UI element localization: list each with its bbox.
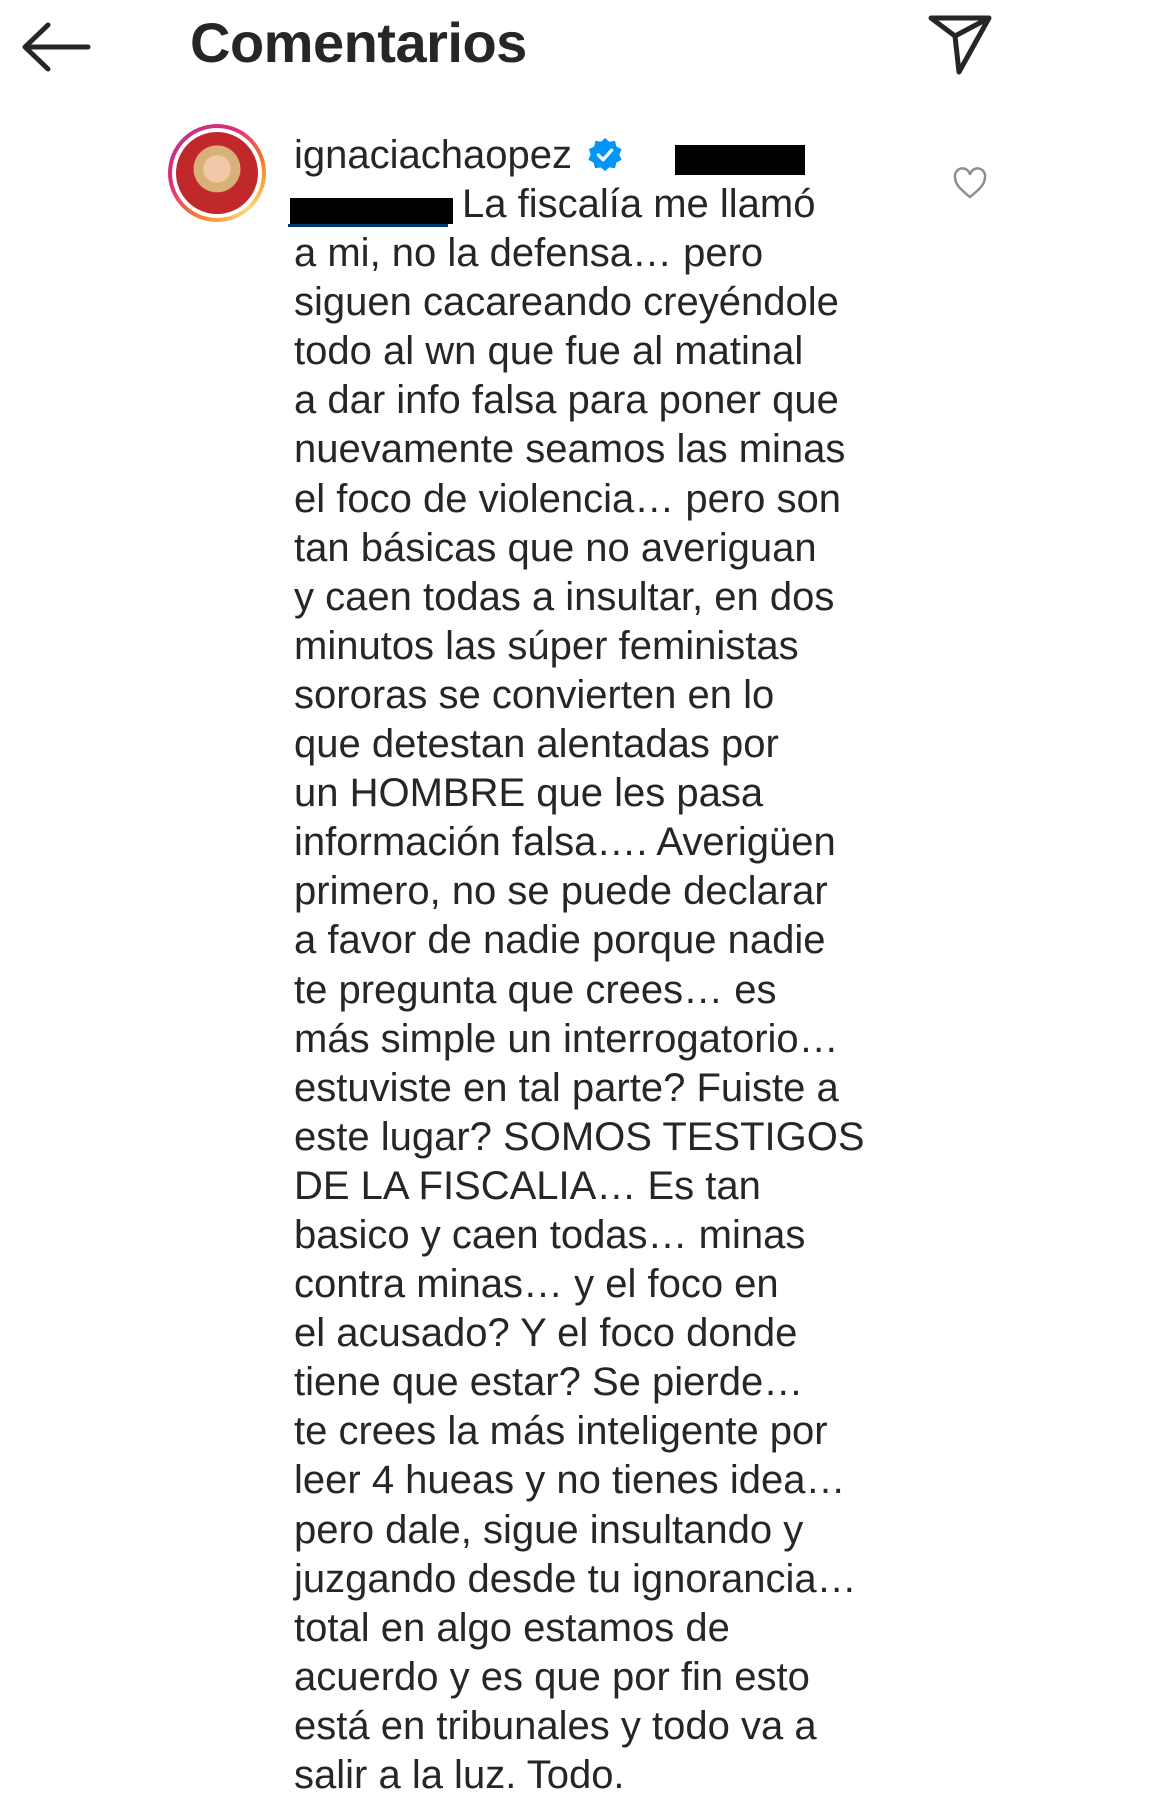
comment-line: siguen cacareando creyéndole: [294, 280, 839, 325]
comment-line: contra minas… y el foco en: [294, 1262, 779, 1307]
comment-line: primero, no se puede declarar: [294, 869, 828, 914]
comment-line: a dar info falsa para poner que: [294, 378, 839, 423]
comment-line: el foco de violencia… pero son: [294, 476, 841, 521]
redacted-mention: [675, 145, 805, 175]
avatar[interactable]: [168, 124, 266, 222]
comment-line: está en tribunales y todo va a: [294, 1703, 817, 1748]
heart-icon[interactable]: [952, 166, 988, 200]
comment-line: nuevamente seamos las minas: [294, 427, 846, 472]
comment-line: tiene que estar? Se pierde…: [294, 1360, 804, 1405]
comment-line: salir a la luz. Todo.: [294, 1753, 625, 1797]
comment-line: este lugar? SOMOS TESTIGOS: [294, 1114, 865, 1159]
comment-line: minutos las súper feministas: [294, 623, 799, 668]
comment-line: total en algo estamos de: [294, 1605, 730, 1650]
comment-line: tan básicas que no averiguan: [294, 525, 817, 570]
comment-line: DE LA FISCALIA… Es tan: [294, 1163, 761, 1208]
comment-line: a mi, no la defensa… pero: [294, 231, 764, 276]
comment-line: leer 4 hueas y no tienes idea…: [294, 1458, 846, 1503]
comment-line: juzgando desde tu ignorancia…: [294, 1556, 857, 1601]
comment-line: el acusado? Y el foco donde: [294, 1311, 798, 1356]
comment-line: que detestan alentadas por: [294, 722, 779, 767]
username-link[interactable]: ignaciachaopez: [294, 132, 572, 177]
comment-line: todo al wn que fue al matinal: [294, 329, 804, 374]
comment-line: estuviste en tal parte? Fuiste a: [294, 1065, 839, 1110]
comment-text: [294, 180, 865, 1800]
comment-line: te pregunta que crees… es: [294, 967, 777, 1012]
comment-line: sororas se convierten en lo: [294, 672, 775, 717]
comment-line: basico y caen todas… minas: [294, 1212, 806, 1257]
page-title: Comentarios: [190, 11, 527, 74]
back-arrow-icon[interactable]: [20, 22, 92, 72]
comment-header: [294, 130, 624, 180]
verified-badge-icon: [586, 136, 624, 174]
comment-line: te crees la más inteligente por: [294, 1409, 828, 1454]
comment-line: acuerdo y es que por fin esto: [294, 1654, 810, 1699]
paper-plane-icon[interactable]: [925, 6, 995, 76]
comment-line: información falsa…. Averigüen: [294, 820, 836, 865]
comment-line: más simple un interrogatorio…: [294, 1016, 839, 1061]
comment-line: pero dale, sigue insultando y: [294, 1507, 804, 1552]
comment-line: y caen todas a insultar, en dos: [294, 574, 835, 619]
comment-line: un HOMBRE que les pasa: [294, 771, 764, 816]
comment-line: La fiscalía me llamó: [462, 182, 816, 226]
comment-line: a favor de nadie porque nadie: [294, 918, 826, 963]
